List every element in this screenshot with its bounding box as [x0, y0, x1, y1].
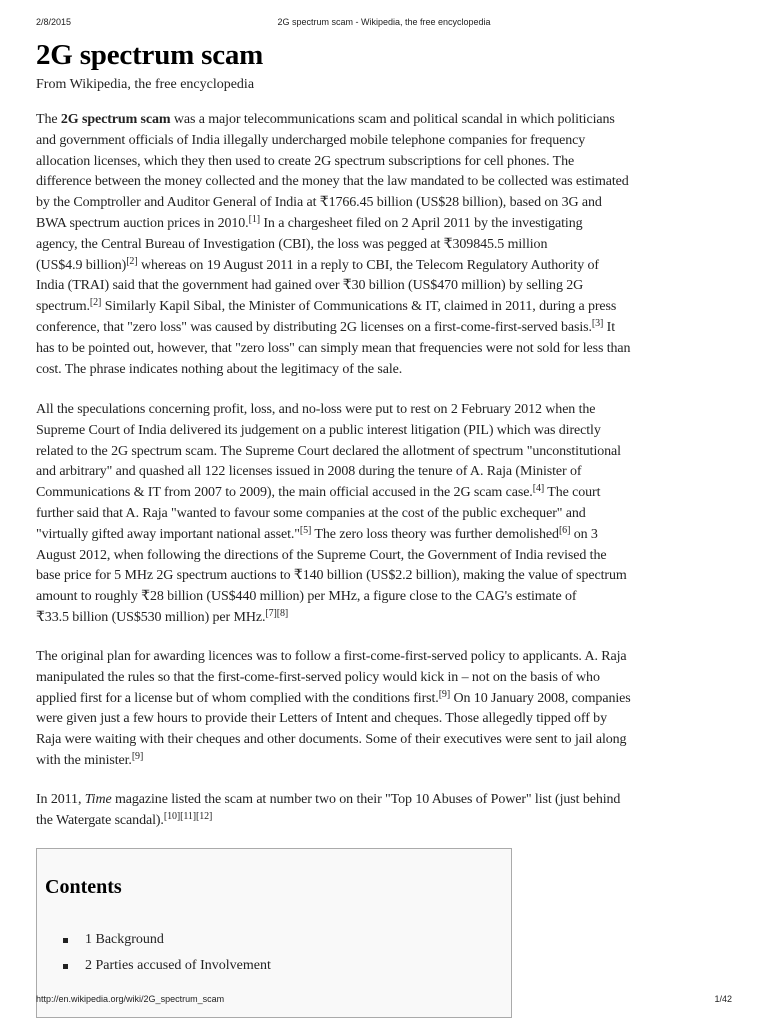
- toc-item-background[interactable]: 1 Background: [63, 927, 271, 953]
- print-url: http://en.wikipedia.org/wiki/2G_spectrum_scam: [36, 994, 225, 1004]
- paragraph-intro: The 2G spectrum scam was a major telecommunications scam and political scandal in which politicians and government officials of India illegally undercharged mobile telephone companies for frequency allocation licenses, which they then used to create 2G spectrum subscriptions for cell phones. The difference between the money collected and the money that the law mandated to be collected was estimated by the Comptroller and Auditor General of India at ₹1766.45 billion (US$28 billion), based on 3G and BWA spectrum auction prices in 2010.[1] In a chargesheet filed on 2 April 2011 by the investigating agency, the Central Bureau of Investigation (CBI), the loss was pegged at ₹309845.5 million (US$4.9 billion)[2] whereas on 19 August 2011 in a reply to CBI, the Telecom Regulatory Authority of India (TRAI) said that the government had gained over ₹30 billion (US$470 million) by selling 2G spectrum.[2] Similarly Kapil Sibal, the Minister of Communications & IT, claimed in 2011, during a press conference, that "zero loss" was caused by distributing 2G licenses on a first-come-first-served basis.[3] It has to be pointed out, however, that "zero loss" can simply mean that frequencies were not sold for less than cost. The phrase indicates nothing about the legitimacy of the sale.: [36, 112, 631, 377]
- toc-list: [63, 927, 271, 979]
- toc-title: Contents: [45, 876, 122, 898]
- citation-link[interactable]: [3]: [591, 317, 604, 329]
- print-header: [36, 17, 732, 29]
- paragraph-licences: The original plan for awarding licences was to follow a first-come-first-served policy to applicants. A. Raja manipulated the rules so that the first-come-first-served policy would kick in – not on the basis of who applied first for a license but of whom complied with the conditions first.[9] On 10 January 2008, companies were given just a few hours to provide their Letters of Intent and cheques. Those allegedly tipped off by Raja were waiting with their cheques and other documents. Some of their executives were sent to jail along with the minister.[9]: [36, 649, 631, 768]
- citation-link[interactable]: [4]: [532, 483, 545, 495]
- citation-link[interactable]: [9]: [438, 688, 451, 700]
- citation-link[interactable]: [1]: [248, 213, 260, 225]
- citation-link[interactable]: [7][8]: [265, 607, 289, 619]
- print-page-number: 1/42: [714, 994, 732, 1004]
- bold-term: 2G spectrum scam: [60, 112, 171, 127]
- page-title: 2G spectrum scam: [36, 39, 264, 71]
- print-page-title: 2G spectrum scam - Wikipedia, the free encyclopedia: [277, 17, 491, 27]
- citation-link[interactable]: [10][11][12]: [163, 810, 213, 822]
- paragraph-time-magazine: In 2011, Time magazine listed the scam at number two on their "Top 10 Abuses of Power" list (just behind the Watergate scandal).[10][11][12]: [36, 792, 621, 828]
- table-of-contents: [36, 848, 512, 1018]
- citation-link[interactable]: [2]: [89, 297, 102, 309]
- print-footer: [36, 994, 732, 1006]
- citation-link[interactable]: [6]: [558, 524, 571, 536]
- page-subtitle: From Wikipedia, the free encyclopedia: [36, 77, 255, 92]
- citation-link[interactable]: [9]: [131, 750, 144, 762]
- print-date: 2/8/2015: [36, 17, 72, 27]
- toc-item-parties-accused[interactable]: 2 Parties accused of Involvement: [63, 953, 271, 979]
- citation-link[interactable]: [2]: [126, 255, 138, 267]
- italic-title: Time: [84, 792, 112, 807]
- paragraph-supreme-court: All the speculations concerning profit, loss, and no-loss were put to rest on 2 February 2012 when the Supreme Court of India delivered its judgement on a public interest litigation (PIL) which was directly related to the 2G spectrum scam. The Supreme Court declared the allotment of spectrum "unconstitutional and arbitrary" and quashed all 122 licenses issued in 2008 during the tenure of A. Raja (Minister of Communications & IT from 2007 to 2009), the main official accused in the 2G scam case.[4] The court further said that A. Raja "wanted to favour some companies at the cost of the public exchequer" and "virtually gifted away important national asset."[5] The zero loss theory was further demolished[6] on 3 August 2012, when following the directions of the Supreme Court, the Government of India revised the base price for 5 MHz 2G spectrum auctions to ₹140 billion (US$2.2 billion), making the value of spectrum amount to roughly ₹28 billion (US$440 million) per MHz, a figure close to the CAG's estimate of ₹33.5 billion (US$530 million) per MHz.[7][8]: [36, 402, 627, 625]
- citation-link[interactable]: [5]: [299, 524, 312, 536]
